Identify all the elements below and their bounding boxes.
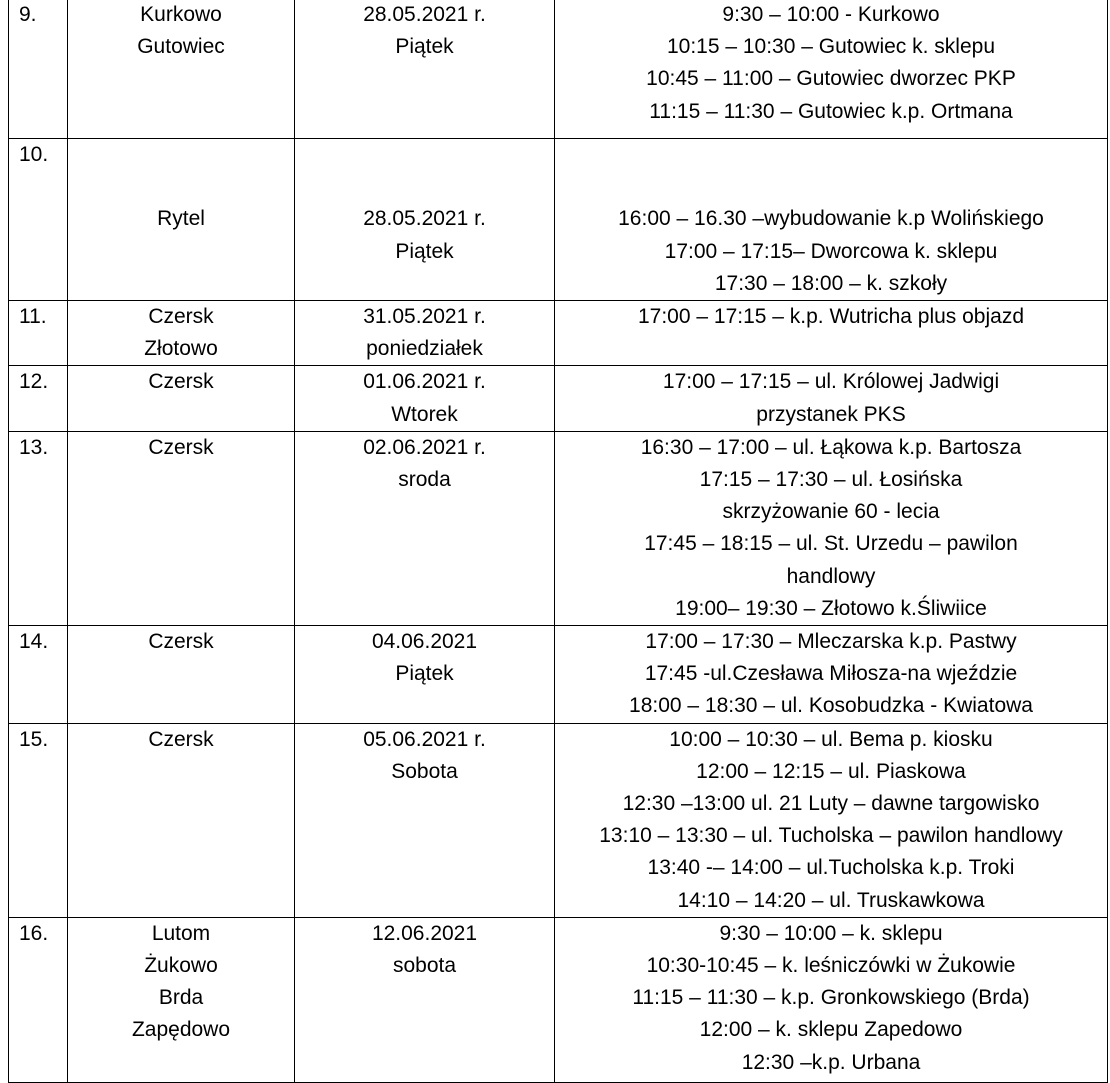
- date-line: Wtorek: [391, 402, 458, 426]
- row-number: [9, 0, 68, 139]
- table-row: [9, 0, 1108, 139]
- row-number: [9, 626, 68, 724]
- date-line: [295, 171, 554, 203]
- date-cell: [295, 366, 555, 431]
- place-line: Czersk: [148, 727, 214, 751]
- date-cell: [295, 0, 555, 139]
- place-cell: [68, 301, 295, 366]
- time-line: 17:00 – 17:15– Dworcowa k. sklepu: [664, 239, 998, 263]
- row-number-text: 13.: [19, 435, 49, 459]
- place-line: Lutom: [151, 921, 211, 945]
- date-line: 05.06.2021 r.: [363, 727, 486, 751]
- date-line: 12.06.2021: [371, 921, 478, 945]
- time-line: [555, 139, 1107, 171]
- row-number: [9, 723, 68, 917]
- row-number-text: 16.: [19, 921, 49, 945]
- table-row: [9, 366, 1108, 431]
- time-line: 17:45 -ul.Czesława Miłosza-na wjeździe: [644, 662, 1018, 686]
- place-line: Rytel: [157, 207, 205, 231]
- date-line: Sobota: [391, 759, 458, 783]
- table-row: [9, 431, 1108, 625]
- date-cell: [295, 431, 555, 625]
- place-cell: [68, 139, 295, 301]
- time-line: 17:15 – 17:30 – ul. Łosińska: [699, 468, 963, 492]
- time-line: 9:30 – 10:00 - Kurkowo: [722, 3, 940, 26]
- times-cell: [555, 0, 1108, 139]
- row-number: [9, 139, 68, 301]
- row-number: [9, 366, 68, 431]
- times-cell: [555, 431, 1108, 625]
- place-line: Brda: [158, 986, 204, 1010]
- time-line: 12:00 – k. sklepu Zapedowo: [699, 1018, 963, 1042]
- date-cell: [295, 626, 555, 724]
- times-cell: [555, 917, 1108, 1082]
- times-cell: [555, 723, 1108, 917]
- date-line: 28.05.2021 r.: [363, 3, 486, 26]
- place-cell: [68, 366, 295, 431]
- row-number-text: 11.: [19, 305, 47, 329]
- date-line: 31.05.2021 r.: [363, 305, 486, 329]
- date-line: 04.06.2021: [371, 630, 478, 654]
- table-row: [9, 301, 1108, 366]
- place-line: Czersk: [148, 630, 214, 654]
- place-line: Gutowiec: [137, 35, 225, 59]
- table-row: [9, 723, 1108, 917]
- time-line: 12:00 – 12:15 – ul. Piaskowa: [696, 759, 966, 783]
- date-line: Piątek: [395, 662, 454, 686]
- times-cell: [555, 301, 1108, 366]
- schedule-body: [9, 0, 1108, 1082]
- date-cell: [295, 139, 555, 301]
- date-cell: [295, 301, 555, 366]
- place-line: Złotowo: [144, 337, 218, 361]
- table-row: [9, 917, 1108, 1082]
- date-cell: [295, 723, 555, 917]
- date-line: Piątek: [395, 35, 454, 59]
- times-cell: [555, 139, 1108, 301]
- place-line: Czersk: [148, 435, 214, 459]
- time-line: 18:00 – 18:30 – ul. Kosobudzka - Kwiatowa: [629, 694, 1033, 718]
- time-line: skrzyżowanie 60 - lecia: [722, 500, 940, 524]
- date-line: 01.06.2021 r.: [363, 370, 486, 394]
- place-cell: [68, 626, 295, 724]
- row-number-text: 15.: [19, 727, 49, 751]
- time-line: 11:15 – 11:30 – Gutowiec k.p. Ortmana: [649, 99, 1013, 123]
- table-row: [9, 626, 1108, 724]
- time-line: 16:30 – 17:00 – ul. Łąkowa k.p. Bartosza: [640, 435, 1022, 459]
- date-line: sobota: [392, 954, 457, 978]
- time-line: 17:00 – 17:15 – ul. Królowej Jadwigi: [662, 370, 1000, 394]
- date-line: sroda: [398, 468, 451, 492]
- time-line: 10:00 – 10:30 – ul. Bema p. kiosku: [669, 727, 993, 751]
- time-line: 10:45 – 11:00 – Gutowiec dworzec PKP: [646, 67, 1016, 91]
- times-cell: [555, 626, 1108, 724]
- time-line: 19:00– 19:30 – Złotowo k.Śliwiice: [675, 596, 987, 620]
- time-line: [555, 171, 1107, 203]
- place-cell: [68, 431, 295, 625]
- table-row: [9, 139, 1108, 301]
- times-cell: [555, 366, 1108, 431]
- time-line: 9:30 – 10:00 – k. sklepu: [719, 921, 943, 945]
- time-line: 12:30 –k.p. Urbana: [741, 1050, 921, 1074]
- time-line: przystanek PKS: [756, 402, 906, 426]
- place-line: Kurkowo: [140, 3, 222, 26]
- schedule-table: [8, 0, 1108, 1083]
- time-line: 17:00 – 17:30 – Mleczarska k.p. Pastwy: [645, 630, 1017, 654]
- time-line: 13:10 – 13:30 – ul. Tucholska – pawilon handlowy: [599, 824, 1063, 848]
- place-line: [68, 171, 294, 203]
- place-line: Czersk: [148, 305, 214, 329]
- date-line: 02.06.2021 r.: [363, 435, 486, 459]
- place-cell: [68, 0, 295, 139]
- place-cell: [68, 917, 295, 1082]
- row-number-text: 10.: [19, 143, 49, 166]
- time-line: 13:40 -– 14:00 – ul.Tucholska k.p. Troki: [647, 856, 1015, 880]
- row-number-text: 14.: [19, 630, 49, 654]
- place-line: Czersk: [148, 370, 214, 394]
- row-number-text: 12.: [19, 370, 49, 394]
- time-line: 17:00 – 17:15 – k.p. Wutricha plus objazd: [637, 305, 1025, 329]
- row-number-text: 9.: [19, 3, 37, 26]
- place-cell: [68, 723, 295, 917]
- place-line: [68, 139, 294, 171]
- time-line: 11:15 – 11:30 – k.p. Gronkowskiego (Brda): [632, 986, 1030, 1010]
- row-number: [9, 431, 68, 625]
- row-number: [9, 917, 68, 1082]
- time-line: 10:15 – 10:30 – Gutowiec k. sklepu: [666, 35, 996, 59]
- row-number: [9, 301, 68, 366]
- date-line: [295, 139, 554, 171]
- date-line: 28.05.2021 r.: [363, 207, 486, 231]
- place-line: Zapędowo: [131, 1018, 231, 1042]
- place-line: Żukowo: [144, 954, 218, 978]
- time-line: 10:30-10:45 – k. leśniczówki w Żukowie: [646, 954, 1016, 978]
- time-line: handlowy: [786, 564, 876, 588]
- time-line: 14:10 – 14:20 – ul. Truskawkowa: [677, 888, 985, 912]
- date-cell: [295, 917, 555, 1082]
- time-line: 17:30 – 18:00 – k. szkoły: [714, 271, 948, 295]
- time-line: 17:45 – 18:15 – ul. St. Urzedu – pawilon: [644, 532, 1018, 556]
- time-line: 16:00 – 16.30 –wybudowanie k.p Wolińskiego: [618, 207, 1044, 231]
- date-line: Piątek: [395, 239, 454, 263]
- time-line: 12:30 –13:00 ul. 21 Luty – dawne targowisko: [622, 792, 1040, 816]
- date-line: poniedziałek: [366, 337, 483, 361]
